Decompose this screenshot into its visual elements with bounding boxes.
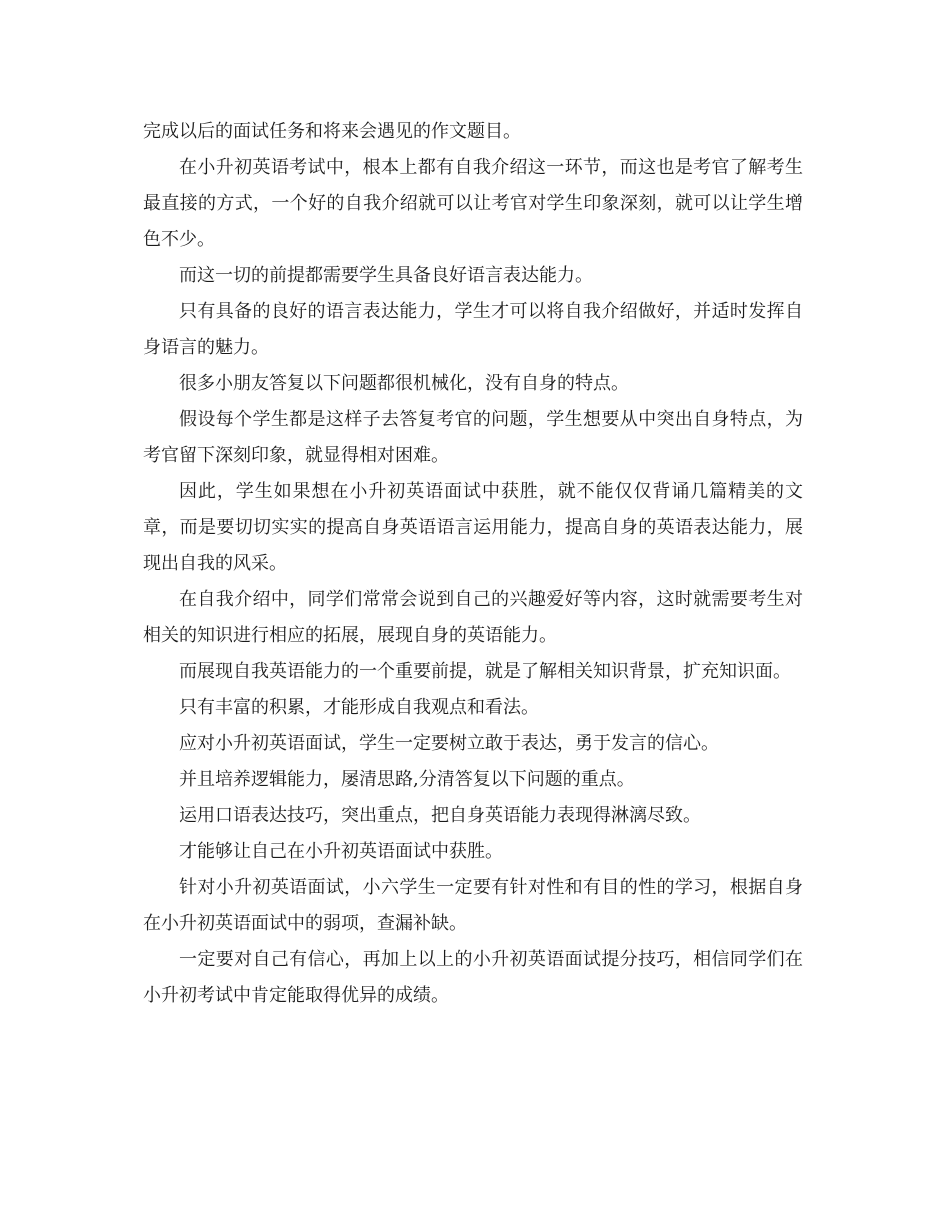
paragraph-4: 只有具备的良好的语言表达能力，学生才可以将自我介绍做好，并适时发挥自身语言的魅力。 — [143, 301, 803, 358]
paragraph-10: 只有丰富的积累，才能形成自我观点和看法。 — [179, 697, 539, 718]
paragraph-11: 应对小升初英语面试，学生一定要树立敢于表达，勇于发言的信心。 — [179, 733, 719, 754]
paragraph-5: 很多小朋友答复以下问题都很机械化，没有自身的特点。 — [179, 373, 629, 394]
document-body — [143, 114, 803, 1014]
paragraph-7: 因此，学生如果想在小升初英语面试中获胜，就不能仅仅背诵几篇精美的文章，而是要切切实实的提高自身英语语言运用能力，提高自身的英语表达能力，展现出自我的风采。 — [143, 481, 803, 574]
paragraph-8: 在自我介绍中，同学们常常会说到自己的兴趣爱好等内容，这时就需要考生对相关的知识进行相应的拓展，展现自身的英语能力。 — [143, 589, 803, 646]
paragraph-15: 针对小升初英语面试，小六学生一定要有针对性和有目的性的学习，根据自身在小升初英语面试中的弱项，查漏补缺。 — [143, 877, 803, 934]
paragraph-12: 并且培养逻辑能力，屡清思路,分清答复以下问题的重点。 — [179, 769, 635, 790]
paragraph-13: 运用口语表达技巧，突出重点，把自身英语能力表现得淋漓尽致。 — [179, 805, 701, 826]
paragraph-14: 才能够让自己在小升初英语面试中获胜。 — [179, 841, 503, 862]
paragraph-16: 一定要对自己有信心，再加上以上的小升初英语面试提分技巧，相信同学们在小升初考试中肯定能取得优异的成绩。 — [143, 949, 803, 1006]
paragraph-3: 而这一切的前提都需要学生具备良好语言表达能力。 — [179, 265, 593, 286]
paragraph-9: 而展现自我英语能力的一个重要前提，就是了解相关知识背景，扩充知识面。 — [179, 661, 791, 682]
paragraph-1: 完成以后的面试任务和将来会遇见的作文题目。 — [143, 121, 521, 142]
paragraph-6: 假设每个学生都是这样子去答复考官的问题，学生想要从中突出自身特点，为考官留下深刻印象，就显得相对困难。 — [143, 409, 803, 466]
paragraph-2: 在小升初英语考试中，根本上都有自我介绍这一环节，而这也是考官了解考生最直接的方式，一个好的自我介绍就可以让考官对学生印象深刻，就可以让学生增色不少。 — [143, 157, 803, 250]
